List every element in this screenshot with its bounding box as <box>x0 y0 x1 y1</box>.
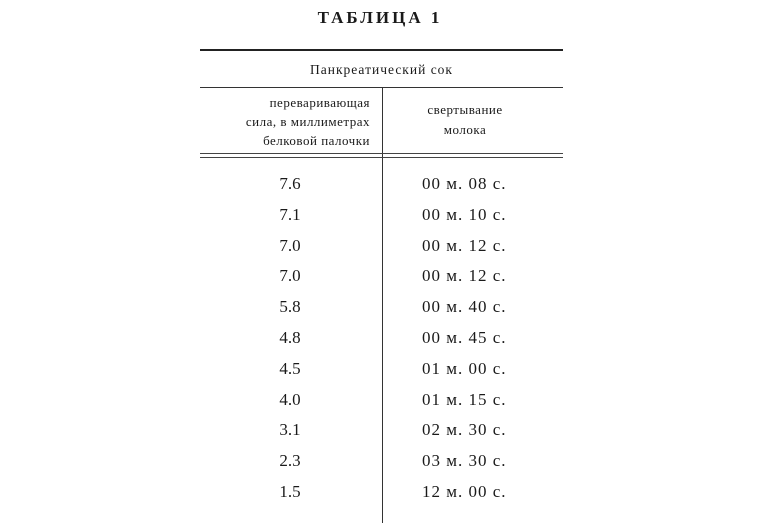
force-cell: 3.1 <box>279 420 301 440</box>
column-header-line: свертывание <box>427 102 503 117</box>
header-rule-lower <box>200 157 563 158</box>
force-cell: 7.0 <box>279 235 301 255</box>
table-title: ТАБЛИЦА 1 <box>317 8 443 27</box>
time-cell: 02 м. 30 с. <box>422 420 507 440</box>
force-cell: 7.1 <box>279 204 301 224</box>
time-cell: 00 м. 12 с. <box>422 266 507 286</box>
time-cell: 00 м. 45 с. <box>422 327 507 347</box>
column-header-digestive-force <box>210 93 370 150</box>
table-row <box>200 324 563 355</box>
time-cell: 03 м. 30 с. <box>422 451 507 471</box>
force-cell: 2.3 <box>279 451 301 471</box>
force-cell: 1.5 <box>279 481 301 501</box>
time-cell: 12 м. 00 с. <box>422 481 507 501</box>
force-cell: 4.8 <box>279 327 301 347</box>
table-row <box>200 478 563 509</box>
column-header-line: молока <box>443 122 487 137</box>
table-row <box>200 170 563 201</box>
force-cell: 4.0 <box>279 389 301 409</box>
time-cell: 00 м. 10 с. <box>422 204 507 224</box>
column-header-milk-coagulation <box>395 100 535 140</box>
top-rule <box>200 49 563 51</box>
time-cell: 01 м. 00 с. <box>422 358 507 378</box>
table-row <box>200 386 563 417</box>
table-row <box>200 232 563 263</box>
table-body <box>200 170 563 509</box>
table-row <box>200 416 563 447</box>
time-cell: 01 м. 15 с. <box>422 389 507 409</box>
table-row <box>200 262 563 293</box>
table-row <box>200 447 563 478</box>
force-cell: 7.0 <box>279 266 301 286</box>
table-row <box>200 293 563 324</box>
column-header-line: переваривающая <box>269 95 370 110</box>
time-cell: 00 м. 12 с. <box>422 235 507 255</box>
force-cell: 7.6 <box>279 174 301 193</box>
column-header-line: белковой палочки <box>263 133 370 148</box>
time-cell: 00 м. 08 с. <box>422 174 507 193</box>
column-header-line: сила, в миллиметрах <box>245 114 370 129</box>
table-row <box>200 201 563 232</box>
force-cell: 5.8 <box>279 297 301 317</box>
time-cell: 00 м. 40 с. <box>422 297 507 317</box>
force-cell: 4.5 <box>279 358 301 378</box>
header-rule-upper <box>200 153 563 154</box>
group-header: Панкреатический сок <box>310 62 453 77</box>
table-row <box>200 355 563 386</box>
